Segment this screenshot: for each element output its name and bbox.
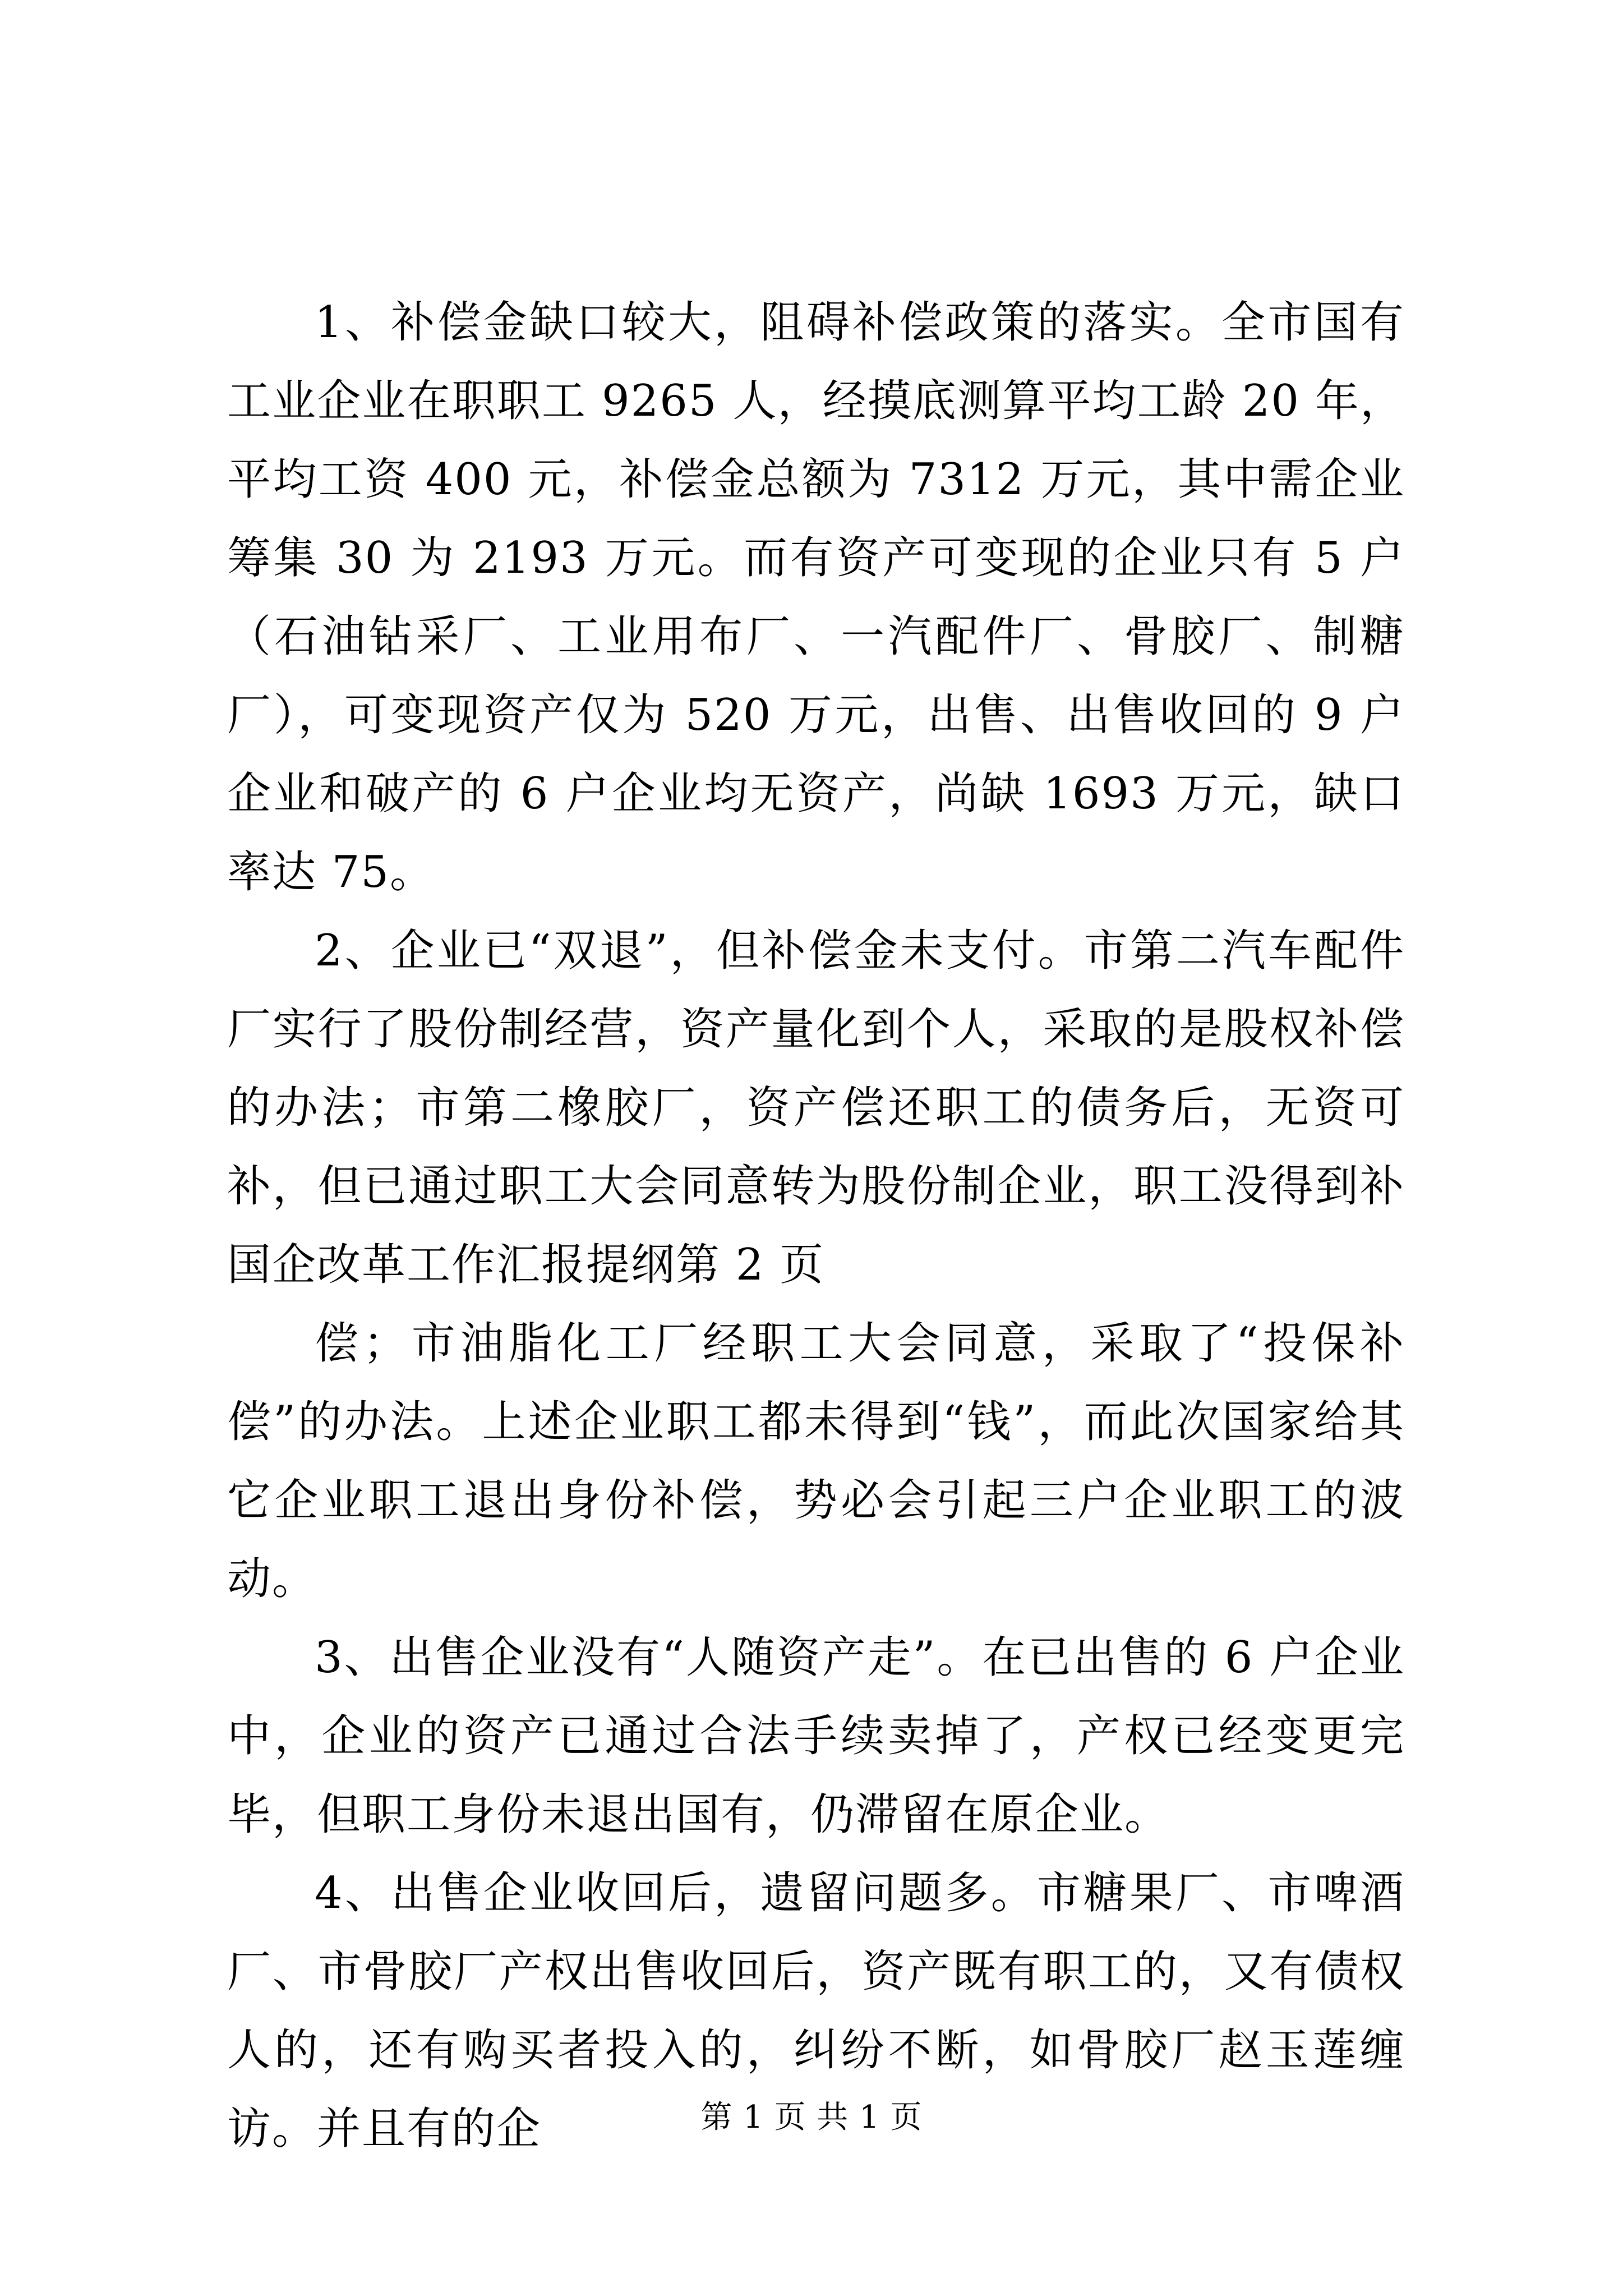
document-body [227, 283, 1405, 2168]
paragraph-double-exit: 2、企业已“双退”，但补偿金未支付。市第二汽车配件厂实行了股份制经营，资产量化到个人，采取的是股权补偿的办法；市第二橡胶厂，资产偿还职工的债务后，无资可补，但已通过职工大会同意转为股份制企业，职工没得到补国企改革工作汇报提纲第 2 页 [227, 926, 1405, 1290]
paragraph-compensation-gap: 1、补偿金缺口较大，阻碍补偿政策的落实。全市国有工业企业在职职工 9265 人，经摸底测算平均工龄 20 年，平均工资 400 元，补偿金总额为 7312 万元，其中需企业筹集 30 为 2193 万元。而有资产可变现的企业只有 5 户（石油钻采厂、工业用布厂、一汽配件厂、骨胶厂、制糖厂），可变现资产仅为 520 万元，出售、出售收回的 9 户企业和破产的 6 户企业均无资产，尚缺 1693 万元，缺口率达 75。 [227, 297, 1405, 898]
paragraph-recovered-enterprises: 4、出售企业收回后，遗留问题多。市糖果厂、市啤酒厂、市骨胶厂产权出售收回后，资产既有职工的，又有债权人的，还有购买者投入的，纠纷不断，如骨胶厂赵玉莲缠访。并且有的企 [227, 1868, 1405, 2154]
paragraph-insurance-compensation: 偿；市油脂化工厂经职工大会同意，采取了“投保补偿”的办法。上述企业职工都未得到“钱”，而此次国家给其它企业职工退出身份补偿，势必会引起三户企业职工的波动。 [227, 1318, 1405, 1604]
page-footer: 第 1 页 共 1 页 [700, 2099, 923, 2136]
paragraph-sold-enterprises: 3、出售企业没有“人随资产走”。在已出售的 6 户企业中，企业的资产已通过合法手续卖掉了，产权已经变更完毕，但职工身份未退出国有，仍滞留在原企业。 [227, 1632, 1405, 1840]
